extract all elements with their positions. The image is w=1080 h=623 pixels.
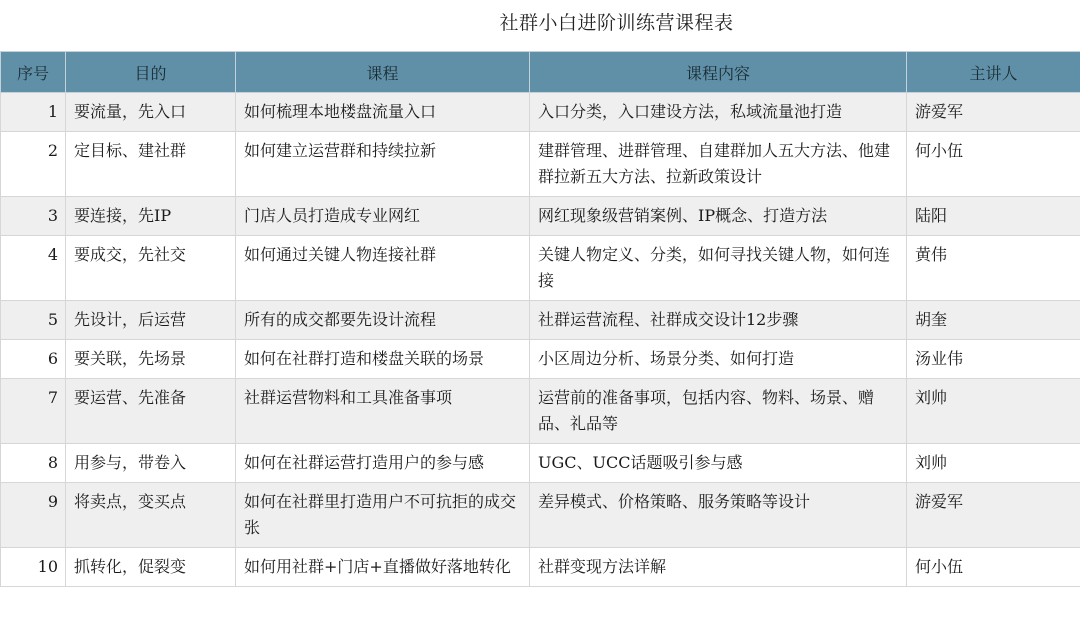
- row-goal: 要运营、先准备: [66, 379, 236, 444]
- row-number: 2: [1, 132, 66, 197]
- row-number: 10: [1, 548, 66, 587]
- row-number: 3: [1, 197, 66, 236]
- row-content: 网红现象级营销案例、IP概念、打造方法: [530, 197, 907, 236]
- row-goal: 要成交，先社交: [66, 236, 236, 301]
- header-row: [1, 52, 1080, 93]
- table-row: [1, 379, 1080, 444]
- row-speaker: 陆阳: [907, 197, 1080, 236]
- row-speaker: 游爱军: [907, 483, 1080, 548]
- row-speaker: 黄伟: [907, 236, 1080, 301]
- row-course: 如何梳理本地楼盘流量入口: [236, 93, 530, 132]
- table-row: [1, 483, 1080, 548]
- row-goal: 抓转化，促裂变: [66, 548, 236, 587]
- row-course: 如何在社群运营打造用户的参与感: [236, 444, 530, 483]
- table-row: [1, 444, 1080, 483]
- table-row: [1, 132, 1080, 197]
- table-row: [1, 236, 1080, 301]
- row-course: 如何在社群里打造用户不可抗拒的成交张: [236, 483, 530, 548]
- row-speaker: 汤业伟: [907, 340, 1080, 379]
- row-goal: 将卖点，变买点: [66, 483, 236, 548]
- row-number: 8: [1, 444, 66, 483]
- row-goal: 先设计，后运营: [66, 301, 236, 340]
- row-content: 小区周边分析、场景分类、如何打造: [530, 340, 907, 379]
- row-content: 入口分类，入口建设方法，私域流量池打造: [530, 93, 907, 132]
- row-goal: 要流量，先入口: [66, 93, 236, 132]
- table-row: [1, 340, 1080, 379]
- row-course: 如何用社群+门店+直播做好落地转化: [236, 548, 530, 587]
- header-goal: 目的: [66, 52, 236, 93]
- row-content: 社群变现方法详解: [530, 548, 907, 587]
- row-number: 4: [1, 236, 66, 301]
- table-body: [1, 93, 1080, 587]
- row-number: 5: [1, 301, 66, 340]
- row-goal: 要连接，先IP: [66, 197, 236, 236]
- row-speaker: 刘帅: [907, 444, 1080, 483]
- row-content: 建群管理、进群管理、自建群加人五大方法、他建群拉新五大方法、拉新政策设计: [530, 132, 907, 197]
- row-number: 7: [1, 379, 66, 444]
- row-number: 6: [1, 340, 66, 379]
- row-course: 如何通过关键人物连接社群: [236, 236, 530, 301]
- row-course: 门店人员打造成专业网红: [236, 197, 530, 236]
- row-course: 如何建立运营群和持续拉新: [236, 132, 530, 197]
- row-speaker: 何小伍: [907, 132, 1080, 197]
- row-content: 关键人物定义、分类，如何寻找关键人物，如何连接: [530, 236, 907, 301]
- row-speaker: 游爱军: [907, 93, 1080, 132]
- header-number: 序号: [1, 52, 66, 93]
- table-row: [1, 197, 1080, 236]
- row-content: 差异模式、价格策略、服务策略等设计: [530, 483, 907, 548]
- row-number: 1: [1, 93, 66, 132]
- course-table: [0, 51, 1080, 587]
- row-content: UGC、UCC话题吸引参与感: [530, 444, 907, 483]
- table-row: [1, 93, 1080, 132]
- row-goal: 要关联，先场景: [66, 340, 236, 379]
- row-course: 社群运营物料和工具准备事项: [236, 379, 530, 444]
- row-speaker: 刘帅: [907, 379, 1080, 444]
- row-goal: 定目标、建社群: [66, 132, 236, 197]
- row-content: 社群运营流程、社群成交设计12步骤: [530, 301, 907, 340]
- table-row: [1, 548, 1080, 587]
- row-number: 9: [1, 483, 66, 548]
- row-course: 如何在社群打造和楼盘关联的场景: [236, 340, 530, 379]
- table-row: [1, 301, 1080, 340]
- row-content: 运营前的准备事项，包括内容、物料、场景、赠品、礼品等: [530, 379, 907, 444]
- header-content: 课程内容: [530, 52, 907, 93]
- header-course: 课程: [236, 52, 530, 93]
- row-speaker: 胡奎: [907, 301, 1080, 340]
- row-goal: 用参与，带卷入: [66, 444, 236, 483]
- header-speaker: 主讲人: [907, 52, 1080, 93]
- row-speaker: 何小伍: [907, 548, 1080, 587]
- page-title: 社群小白进阶训练营课程表: [499, 12, 734, 34]
- row-course: 所有的成交都要先设计流程: [236, 301, 530, 340]
